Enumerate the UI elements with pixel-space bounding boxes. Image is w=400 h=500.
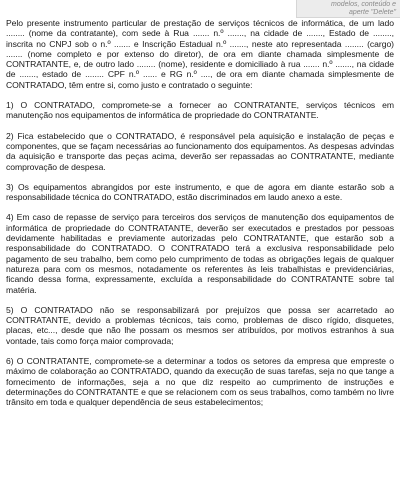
clause-1-paragraph: 1) O CONTRATADO, compromete-se a fornecer ao CONTRATANTE, serviços técnicos em manutenção nos equipamentos de informática de propriedade do CONTRATANTE.: [6, 100, 394, 121]
clause-5-paragraph: 5) O CONTRATADO não se responsabilizará por prejuízos que possa ser acarretado ao CONTRATANTE, devido a problemas técnicos, tais como, problemas de disco rígido, disquetes, placas, etc..., desde que não lhe possam os mesmos ser atribuídos, por motivos estranhos à sua vontade, tais como força maior comprovada;: [6, 304, 394, 346]
clause-3-paragraph: 3) Os equipamentos abrangidos por este instrumento, e que de agora em diante estarão sob a responsabilidade técnica do CONTRATADO, estão discriminados em laudo anexo a este.: [6, 181, 394, 203]
document-body: [6, 18, 394, 418]
clause-6-paragraph: 6) O CONTRATANTE, compromete-se a determinar a todos os setores da empresa que empreste o máximo de colaboração ao CONTRATADO, quando da execução de suas tarefas, seja no que tange a fornecimento de informações, seja a no que diz respeito ao cumprimento de instruções e determinações do CONTRATANTE e que se relacionem com os seus trabalhos, como também no livre trânsito em toda e qualquer dependência de seus estabelecimentos;: [6, 356, 394, 408]
preamble-paragraph: Pelo presente instrumento particular de prestação de serviços técnicos de informática, de um lado ........ (nome da contratante), com sede à Rua ....... n.º ......., na cidade de ......., Estado de ........, inscrita no CNPJ sob o n.º ....... e Inscrição Estadual n.º ......., neste ato representada ........ (cargo) ....... (nome completo e por extenso do diretor), de ora em diante chamada simplesmente de CONTRATANTE, e, de outro lado ........ (nome), residente e domiciliado à rua ....... n.º ......., na cidade de ......., estado de ........ CPF n.º ...... e RG n.º ...., de ora em diante chamada simplesmente de CONTRATADO, têm entre si, como justo e contratado o seguinte:: [6, 18, 394, 90]
corner-note: [296, 0, 400, 18]
corner-note-line-1: modelos, conteúdo e: [331, 1, 396, 8]
clause-4-paragraph: 4) Em caso de repasse de serviço para terceiros dos serviços de manutenção dos equipamentos de informática de propriedade do CONTRATANTE, deverão ser executados e prestados por pessoas devidamente habilitadas e previamente autorizadas pelo CONTRATANTE, que estarão sob a responsabilidade do CONTRATADO. O CONTRATADO terá a exclusiva responsabilidade pelo pagamento de seu trabalho, bem como pelo cumprimento de todas as obrigações legais de qualquer natureza para com os mesmos, notadamente os referentes às leis trabalhistas e previdenciárias, ficando dessa forma, expressamente, excluída a responsabilidade do CONTRATANTE sobre tal matéria.: [6, 212, 394, 295]
corner-note-line-2: aperte "Delete": [349, 9, 396, 16]
clause-2-paragraph: 2) Fica estabelecido que o CONTRATADO, é responsável pela aquisição e instalação de peças e componentes, que se façam necessárias ao funcionamento dos equipamentos. As despesas advindas da aquisição e transporte das peças acima, deverão ser repassadas ao CONTRATANTE, mediante comprovação de despesa.: [6, 130, 394, 172]
